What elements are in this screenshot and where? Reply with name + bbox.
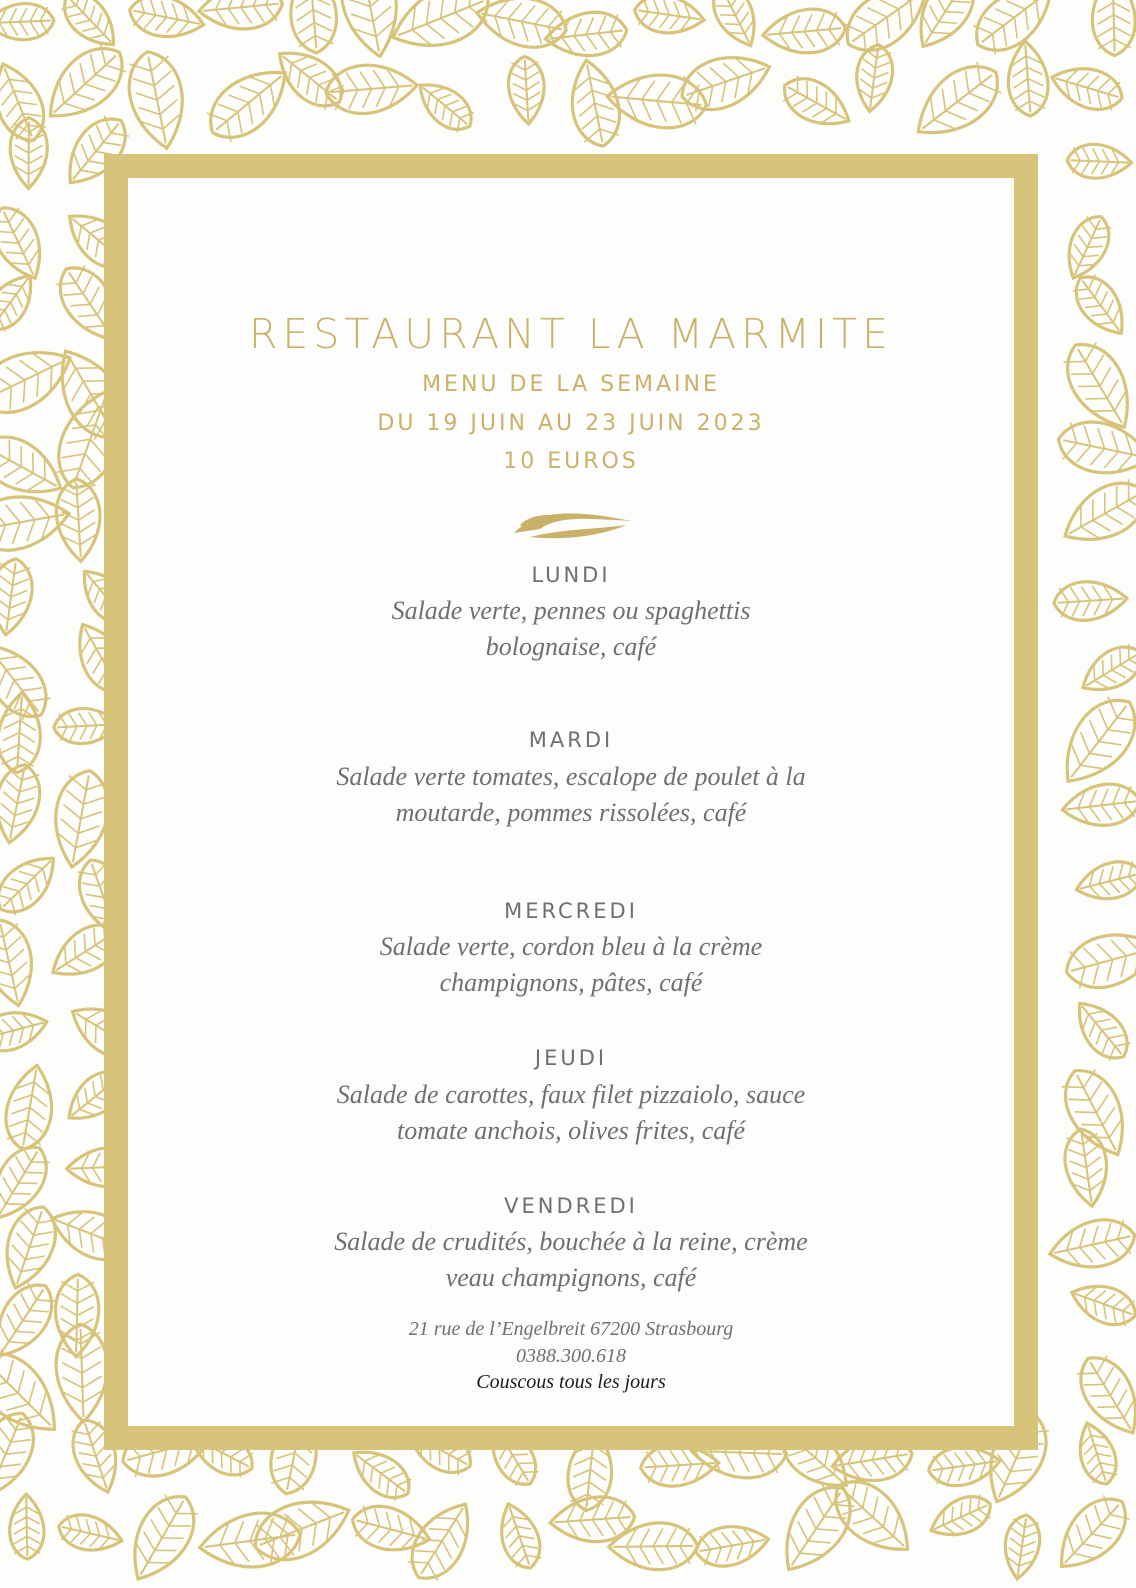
dish-mardi-line2: moutarde, pommes rissolées, café [395, 798, 747, 827]
couscous-note: Couscous tous les jours [476, 1371, 666, 1393]
menu-card [128, 178, 1014, 1426]
dish-jeudi-line1: Salade de carottes, faux filet pizzaiolo, sauce [336, 1080, 806, 1109]
swirl-ornament-icon [510, 503, 636, 543]
menu-dates: DU 19 JUIN AU 23 JUIN 2023 [377, 411, 765, 436]
dish-lundi-line2: bolognaise, café [485, 632, 657, 661]
day-vendredi: VENDREDI [504, 1194, 638, 1218]
dish-jeudi-line2: tomate anchois, olives frites, café [396, 1116, 746, 1145]
restaurant-phone: 0388.300.618 [516, 1345, 626, 1367]
dish-lundi-line1: Salade verte, pennes ou spaghettis [391, 596, 751, 625]
menu-price: 10 EUROS [503, 449, 639, 474]
restaurant-name: RESTAURANT LA MARMITE [248, 310, 894, 358]
dish-mercredi-line1: Salade verte, cordon bleu à la crème [379, 932, 763, 961]
dish-vendredi-line2: veau champignons, café [445, 1263, 697, 1292]
day-mercredi: MERCREDI [504, 899, 638, 923]
day-lundi: LUNDI [531, 563, 611, 587]
dish-mercredi-line2: champignons, pâtes, café [439, 968, 703, 997]
day-mardi: MARDI [528, 728, 614, 752]
day-jeudi: JEUDI [534, 1046, 608, 1070]
dish-vendredi-line1: Salade de crudités, bouchée à la reine, crème [334, 1227, 808, 1256]
restaurant-address: 21 rue de l’Engelbreit 67200 Strasbourg [408, 1318, 734, 1340]
dish-mardi-line1: Salade verte tomates, escalope de poulet à la [336, 762, 806, 791]
menu-subtitle: MENU DE LA SEMAINE [422, 372, 720, 397]
